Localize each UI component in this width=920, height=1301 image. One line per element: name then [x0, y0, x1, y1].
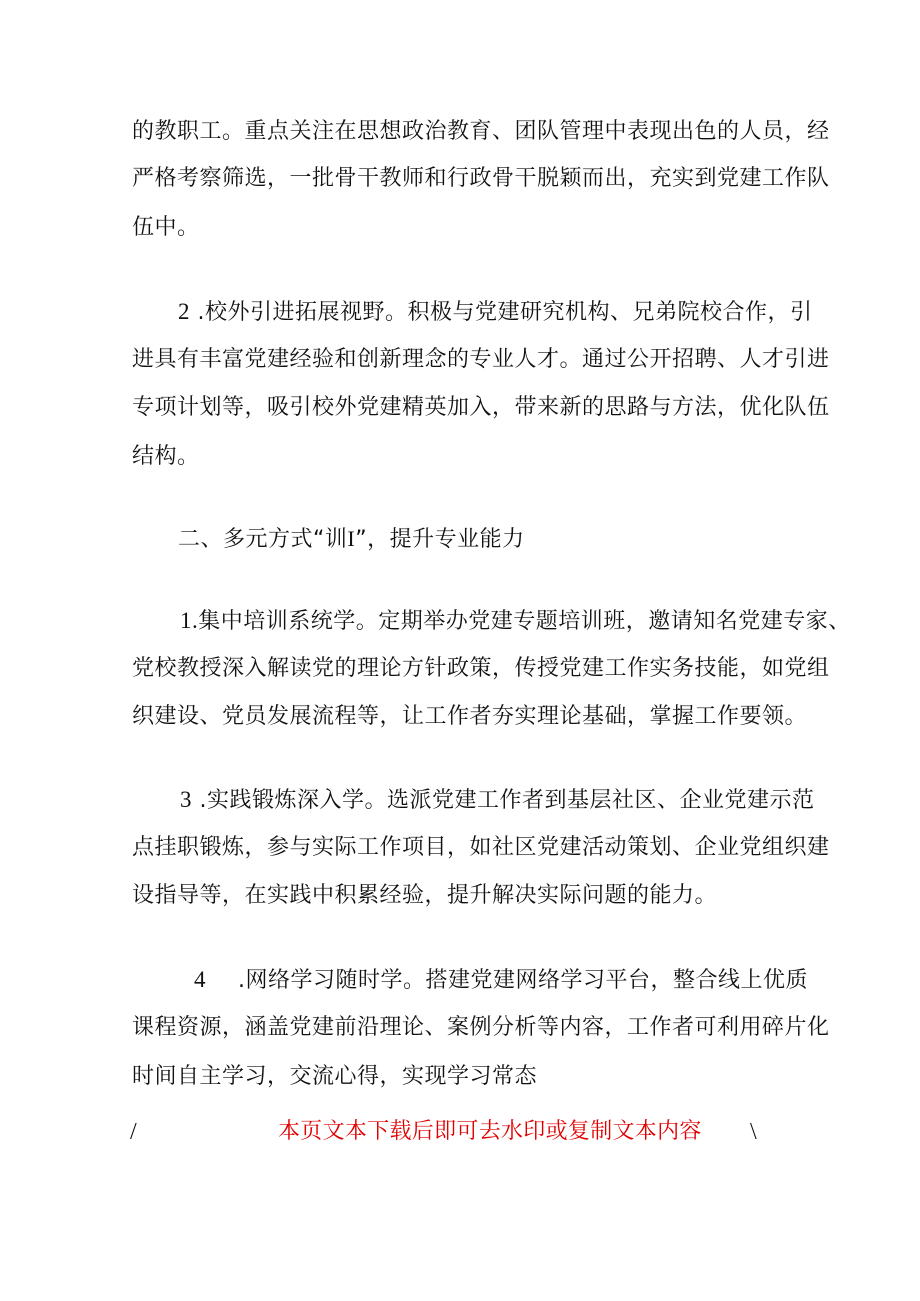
watermark-left-slash: / — [130, 1119, 137, 1145]
paragraph-2-line-3: 专项计划等，吸引校外党建精英加入，带来新的思路与方法，优化队伍 — [132, 395, 830, 420]
paragraph-4-line-2: 点挂职锻炼，参与实际工作项目，如社区党建活动策划、企业党组织建 — [132, 835, 830, 860]
section-heading-2-suffix: ”，提升专业能力 — [355, 527, 525, 552]
paragraph-5-line-1-text: .网络学习随时学。搭建党建网络学习平台，整合线上优质 — [238, 968, 808, 993]
paragraph-3-line-1 — [180, 606, 851, 637]
watermark-notice: 本页文本下载后即可去水印或复制文本内容 — [278, 1119, 702, 1144]
watermark-right-slash: \ — [750, 1119, 757, 1145]
paragraph-4-line-1 — [180, 785, 815, 816]
paragraph-4-line-1-text: .实践锻炼深入学。选派党建工作者到基层社区、企业党建示范 — [199, 788, 815, 813]
paragraph-3-number: 1. — [180, 608, 199, 633]
paragraph-3-line-2: 党校教授深入解读党的理论方针政策，传授党建工作实务技能，如党组 — [132, 656, 830, 681]
paragraph-5-line-3: 时间自主学习，交流心得，实现学习常态 — [132, 1064, 538, 1089]
section-heading-2 — [178, 524, 525, 555]
paragraph-1-line-1: 的教职工。重点关注在思想政治教育、团队管理中表现出色的人员，经 — [132, 119, 830, 144]
paragraph-5-line-2: 课程资源，涵盖党建前沿理论、案例分析等内容，工作者可利用碎片化 — [132, 1015, 830, 1040]
paragraph-1-line-3: 伍中。 — [132, 215, 200, 240]
paragraph-2-line-1 — [178, 297, 813, 328]
paragraph-2-line-1-text: .校外引进拓展视野。积极与党建研究机构、兄弟院校合作，引 — [197, 300, 813, 325]
paragraph-2-line-4: 结构。 — [132, 444, 200, 469]
section-heading-2-latin: I — [347, 526, 356, 551]
paragraph-2-line-2: 进具有丰富党建经验和创新理念的专业人才。通过公开招聘、人才引进 — [132, 347, 830, 372]
section-heading-2-prefix: 二、多元方式“训 — [178, 527, 348, 552]
paragraph-5-line-1 — [194, 965, 808, 996]
paragraph-2-number: 2 — [178, 299, 190, 324]
paragraph-4-line-3: 设指导等，在实践中积累经验，提升解决实际问题的能力。 — [132, 883, 718, 908]
paragraph-4-number: 3 — [180, 787, 192, 812]
paragraph-5-number: 4 — [194, 967, 206, 992]
paragraph-3-line-3: 织建设、党员发展流程等，让工作者夯实理论基础，掌握工作要领。 — [132, 704, 808, 729]
paragraph-3-line-1-text: 集中培训系统学。定期举办党建专题培训班，邀请知名党建专家、 — [198, 609, 851, 634]
paragraph-1-line-2: 严格考察筛选，一批骨干教师和行政骨干脱颖而出，充实到党建工作队 — [132, 166, 830, 191]
